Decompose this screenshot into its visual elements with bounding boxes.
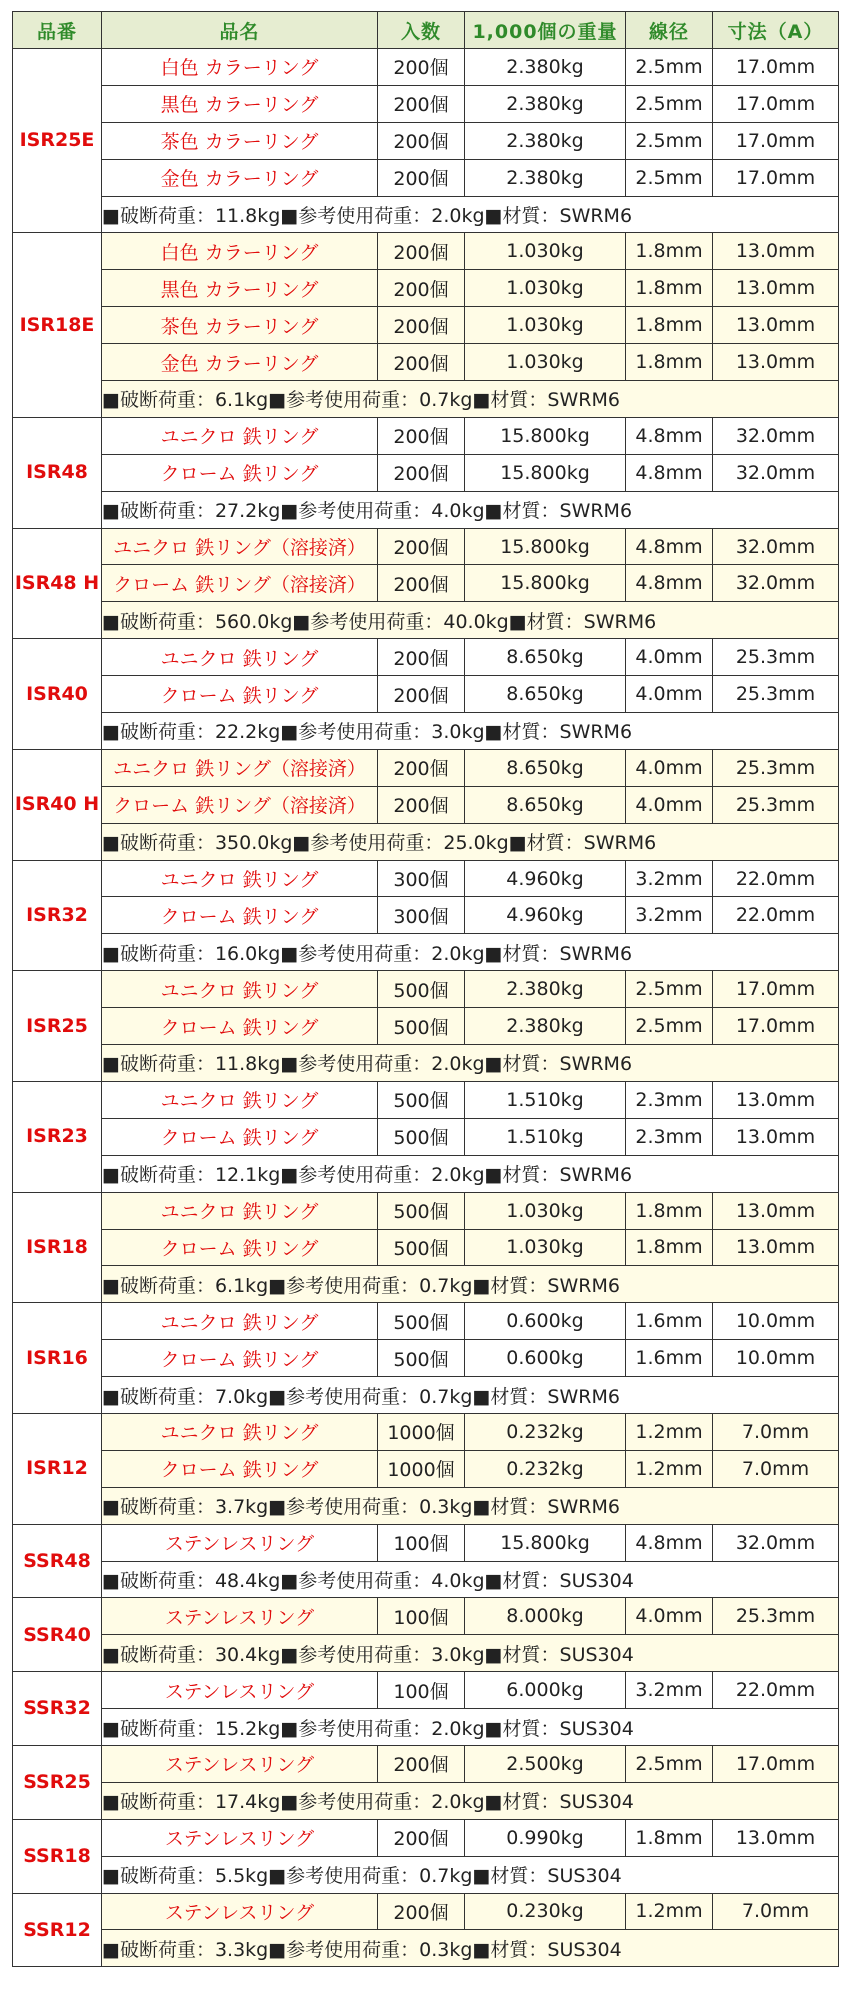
wire-diameter-cell: 1.8mm — [626, 1229, 713, 1266]
quantity-cell: 100個 — [378, 1672, 465, 1709]
table-row — [13, 1524, 839, 1561]
table-header — [13, 12, 839, 49]
weight-cell: 0.990kg — [465, 1819, 626, 1856]
dimension-cell: 22.0mm — [713, 860, 839, 897]
table-row — [13, 85, 839, 122]
wire-diameter-cell: 4.8mm — [626, 565, 713, 602]
weight-cell: 8.650kg — [465, 639, 626, 676]
wire-diameter-cell: 4.0mm — [626, 786, 713, 823]
note-row — [13, 934, 839, 971]
quantity-cell: 200個 — [378, 417, 465, 454]
quantity-cell: 100個 — [378, 1524, 465, 1561]
part-number-cell: SSR32 — [13, 1672, 102, 1746]
spec-note-cell: ■破断荷重：17.4kg■参考使用荷重：2.0kg■材質：SUS304 — [102, 1782, 839, 1819]
table-row — [13, 159, 839, 196]
dimension-cell: 13.0mm — [713, 270, 839, 307]
part-number-cell: SSR40 — [13, 1598, 102, 1672]
part-number-cell: ISR16 — [13, 1303, 102, 1414]
product-name-cell: 金色 カラーリング — [102, 344, 378, 381]
product-name-cell: ステンレスリング — [102, 1893, 378, 1930]
table-row — [13, 233, 839, 270]
dimension-cell: 17.0mm — [713, 159, 839, 196]
wire-diameter-cell: 1.8mm — [626, 1192, 713, 1229]
wire-diameter-cell: 4.0mm — [626, 676, 713, 713]
product-name-cell: 白色 カラーリング — [102, 49, 378, 86]
dimension-cell: 17.0mm — [713, 971, 839, 1008]
wire-diameter-cell: 3.2mm — [626, 1672, 713, 1709]
spec-table-container — [12, 11, 839, 1967]
product-name-cell: ステンレスリング — [102, 1819, 378, 1856]
quantity-cell: 500個 — [378, 1340, 465, 1377]
weight-cell: 6.000kg — [465, 1672, 626, 1709]
product-name-cell: クローム 鉄リング — [102, 676, 378, 713]
table-row — [13, 1819, 839, 1856]
product-name-cell: ユニクロ 鉄リング（溶接済） — [102, 749, 378, 786]
table-body — [13, 49, 839, 1967]
quantity-cell: 500個 — [378, 1303, 465, 1340]
dimension-cell: 25.3mm — [713, 786, 839, 823]
weight-cell: 1.510kg — [465, 1118, 626, 1155]
dimension-cell: 17.0mm — [713, 85, 839, 122]
spec-note-cell: ■破断荷重：27.2kg■参考使用荷重：4.0kg■材質：SWRM6 — [102, 491, 839, 528]
quantity-cell: 200個 — [378, 85, 465, 122]
weight-cell: 2.380kg — [465, 159, 626, 196]
note-row — [13, 196, 839, 233]
dimension-cell: 13.0mm — [713, 1081, 839, 1118]
spec-note-cell: ■破断荷重：5.5kg■参考使用荷重：0.7kg■材質：SUS304 — [102, 1856, 839, 1893]
header-quantity: 入数 — [378, 12, 465, 49]
wire-diameter-cell: 2.5mm — [626, 122, 713, 159]
weight-cell: 0.600kg — [465, 1303, 626, 1340]
dimension-cell: 13.0mm — [713, 1192, 839, 1229]
note-row — [13, 1782, 839, 1819]
weight-cell: 8.650kg — [465, 749, 626, 786]
quantity-cell: 200個 — [378, 307, 465, 344]
quantity-cell: 1000個 — [378, 1413, 465, 1450]
wire-diameter-cell: 3.2mm — [626, 897, 713, 934]
quantity-cell: 200個 — [378, 1745, 465, 1782]
quantity-cell: 300個 — [378, 897, 465, 934]
quantity-cell: 200個 — [378, 270, 465, 307]
part-number-cell: ISR40 — [13, 639, 102, 750]
spec-note-cell: ■破断荷重：6.1kg■参考使用荷重：0.7kg■材質：SWRM6 — [102, 1266, 839, 1303]
spec-note-cell: ■破断荷重：3.7kg■参考使用荷重：0.3kg■材質：SWRM6 — [102, 1487, 839, 1524]
product-name-cell: ユニクロ 鉄リング — [102, 417, 378, 454]
quantity-cell: 500個 — [378, 1081, 465, 1118]
weight-cell: 2.500kg — [465, 1745, 626, 1782]
dimension-cell: 7.0mm — [713, 1450, 839, 1487]
wire-diameter-cell: 4.0mm — [626, 749, 713, 786]
weight-cell: 2.380kg — [465, 971, 626, 1008]
product-name-cell: ユニクロ 鉄リング — [102, 971, 378, 1008]
part-number-cell: SSR25 — [13, 1745, 102, 1819]
wire-diameter-cell: 1.2mm — [626, 1450, 713, 1487]
table-row — [13, 676, 839, 713]
dimension-cell: 32.0mm — [713, 1524, 839, 1561]
header-part-number: 品番 — [13, 12, 102, 49]
header-weight-per-1000: 1,000個の重量 — [465, 12, 626, 49]
product-name-cell: ステンレスリング — [102, 1672, 378, 1709]
weight-cell: 2.380kg — [465, 49, 626, 86]
spec-note-cell: ■破断荷重：22.2kg■参考使用荷重：3.0kg■材質：SWRM6 — [102, 713, 839, 750]
ring-spec-table — [12, 11, 839, 1967]
weight-cell: 15.800kg — [465, 528, 626, 565]
wire-diameter-cell: 2.5mm — [626, 159, 713, 196]
spec-note-cell: ■破断荷重：15.2kg■参考使用荷重：2.0kg■材質：SUS304 — [102, 1709, 839, 1746]
note-row — [13, 602, 839, 639]
weight-cell: 1.030kg — [465, 270, 626, 307]
table-row — [13, 639, 839, 676]
quantity-cell: 500個 — [378, 1229, 465, 1266]
wire-diameter-cell: 1.8mm — [626, 307, 713, 344]
product-name-cell: 黒色 カラーリング — [102, 85, 378, 122]
dimension-cell: 32.0mm — [713, 417, 839, 454]
table-row — [13, 749, 839, 786]
weight-cell: 2.380kg — [465, 122, 626, 159]
table-row — [13, 1229, 839, 1266]
dimension-cell: 22.0mm — [713, 897, 839, 934]
dimension-cell: 13.0mm — [713, 307, 839, 344]
weight-cell: 1.030kg — [465, 1192, 626, 1229]
note-row — [13, 1856, 839, 1893]
weight-cell: 8.650kg — [465, 786, 626, 823]
part-number-cell: ISR48 — [13, 417, 102, 528]
note-row — [13, 1487, 839, 1524]
quantity-cell: 200個 — [378, 122, 465, 159]
spec-note-cell: ■破断荷重：16.0kg■参考使用荷重：2.0kg■材質：SWRM6 — [102, 934, 839, 971]
weight-cell: 0.600kg — [465, 1340, 626, 1377]
dimension-cell: 10.0mm — [713, 1340, 839, 1377]
dimension-cell: 7.0mm — [713, 1893, 839, 1930]
dimension-cell: 17.0mm — [713, 122, 839, 159]
table-row — [13, 1598, 839, 1635]
weight-cell: 8.650kg — [465, 676, 626, 713]
table-row — [13, 1303, 839, 1340]
product-name-cell: クローム 鉄リング — [102, 454, 378, 491]
weight-cell: 2.380kg — [465, 1008, 626, 1045]
product-name-cell: 茶色 カラーリング — [102, 307, 378, 344]
weight-cell: 4.960kg — [465, 860, 626, 897]
product-name-cell: クローム 鉄リング — [102, 1008, 378, 1045]
wire-diameter-cell: 4.0mm — [626, 639, 713, 676]
wire-diameter-cell: 2.5mm — [626, 49, 713, 86]
dimension-cell: 32.0mm — [713, 454, 839, 491]
table-row — [13, 786, 839, 823]
product-name-cell: クローム 鉄リング — [102, 1340, 378, 1377]
note-row — [13, 1045, 839, 1082]
wire-diameter-cell: 2.5mm — [626, 1745, 713, 1782]
note-row — [13, 1635, 839, 1672]
wire-diameter-cell: 1.6mm — [626, 1340, 713, 1377]
wire-diameter-cell: 2.3mm — [626, 1118, 713, 1155]
quantity-cell: 200個 — [378, 639, 465, 676]
product-name-cell: クローム 鉄リング — [102, 1450, 378, 1487]
product-name-cell: クローム 鉄リング（溶接済） — [102, 786, 378, 823]
dimension-cell: 25.3mm — [713, 749, 839, 786]
weight-cell: 1.030kg — [465, 344, 626, 381]
table-row — [13, 1893, 839, 1930]
product-name-cell: ユニクロ 鉄リング — [102, 1192, 378, 1229]
spec-note-cell: ■破断荷重：7.0kg■参考使用荷重：0.7kg■材質：SWRM6 — [102, 1377, 839, 1414]
wire-diameter-cell: 1.2mm — [626, 1413, 713, 1450]
table-row — [13, 49, 839, 86]
table-row — [13, 454, 839, 491]
weight-cell: 0.230kg — [465, 1893, 626, 1930]
dimension-cell: 17.0mm — [713, 1008, 839, 1045]
product-name-cell: ユニクロ 鉄リング（溶接済） — [102, 528, 378, 565]
quantity-cell: 200個 — [378, 344, 465, 381]
header-dimension: 寸法（A） — [713, 12, 839, 49]
wire-diameter-cell: 2.5mm — [626, 85, 713, 122]
dimension-cell: 13.0mm — [713, 1229, 839, 1266]
wire-diameter-cell: 2.5mm — [626, 971, 713, 1008]
quantity-cell: 100個 — [378, 1598, 465, 1635]
quantity-cell: 300個 — [378, 860, 465, 897]
table-row — [13, 1340, 839, 1377]
quantity-cell: 200個 — [378, 159, 465, 196]
wire-diameter-cell: 2.3mm — [626, 1081, 713, 1118]
dimension-cell: 17.0mm — [713, 1745, 839, 1782]
product-name-cell: ステンレスリング — [102, 1524, 378, 1561]
product-name-cell: ステンレスリング — [102, 1745, 378, 1782]
table-row — [13, 971, 839, 1008]
quantity-cell: 200個 — [378, 233, 465, 270]
spec-note-cell: ■破断荷重：350.0kg■参考使用荷重：25.0kg■材質：SWRM6 — [102, 823, 839, 860]
weight-cell: 0.232kg — [465, 1450, 626, 1487]
part-number-cell: ISR25 — [13, 971, 102, 1082]
quantity-cell: 200個 — [378, 49, 465, 86]
weight-cell: 1.030kg — [465, 233, 626, 270]
spec-note-cell: ■破断荷重：6.1kg■参考使用荷重：0.7kg■材質：SWRM6 — [102, 381, 839, 418]
table-row — [13, 860, 839, 897]
part-number-cell: ISR18E — [13, 233, 102, 417]
weight-cell: 8.000kg — [465, 1598, 626, 1635]
header-row — [13, 12, 839, 49]
quantity-cell: 1000個 — [378, 1450, 465, 1487]
product-name-cell: ユニクロ 鉄リング — [102, 1303, 378, 1340]
quantity-cell: 200個 — [378, 1819, 465, 1856]
header-product-name: 品名 — [102, 12, 378, 49]
part-number-cell: SSR12 — [13, 1893, 102, 1967]
table-row — [13, 270, 839, 307]
dimension-cell: 10.0mm — [713, 1303, 839, 1340]
product-name-cell: ステンレスリング — [102, 1598, 378, 1635]
table-row — [13, 307, 839, 344]
wire-diameter-cell: 2.5mm — [626, 1008, 713, 1045]
part-number-cell: ISR25E — [13, 49, 102, 233]
product-name-cell: クローム 鉄リング — [102, 897, 378, 934]
weight-cell: 15.800kg — [465, 565, 626, 602]
wire-diameter-cell: 1.8mm — [626, 270, 713, 307]
wire-diameter-cell: 3.2mm — [626, 860, 713, 897]
table-row — [13, 1081, 839, 1118]
table-row — [13, 1672, 839, 1709]
table-row — [13, 897, 839, 934]
note-row — [13, 1561, 839, 1598]
product-name-cell: 茶色 カラーリング — [102, 122, 378, 159]
product-name-cell: ユニクロ 鉄リング — [102, 1413, 378, 1450]
product-name-cell: クローム 鉄リング — [102, 1118, 378, 1155]
part-number-cell: ISR23 — [13, 1081, 102, 1192]
wire-diameter-cell: 1.8mm — [626, 1819, 713, 1856]
dimension-cell: 13.0mm — [713, 344, 839, 381]
quantity-cell: 200個 — [378, 454, 465, 491]
note-row — [13, 1930, 839, 1967]
table-row — [13, 1118, 839, 1155]
table-row — [13, 1745, 839, 1782]
part-number-cell: ISR48 H — [13, 528, 102, 639]
wire-diameter-cell: 1.6mm — [626, 1303, 713, 1340]
part-number-cell: ISR12 — [13, 1413, 102, 1524]
note-row — [13, 1709, 839, 1746]
note-row — [13, 1266, 839, 1303]
weight-cell: 4.960kg — [465, 897, 626, 934]
wire-diameter-cell: 1.2mm — [626, 1893, 713, 1930]
product-name-cell: 黒色 カラーリング — [102, 270, 378, 307]
spec-note-cell: ■破断荷重：12.1kg■参考使用荷重：2.0kg■材質：SWRM6 — [102, 1155, 839, 1192]
table-row — [13, 1192, 839, 1229]
dimension-cell: 13.0mm — [713, 233, 839, 270]
product-name-cell: クローム 鉄リング — [102, 1229, 378, 1266]
wire-diameter-cell: 4.8mm — [626, 1524, 713, 1561]
table-row — [13, 417, 839, 454]
note-row — [13, 491, 839, 528]
quantity-cell: 500個 — [378, 1118, 465, 1155]
header-wire-diameter: 線径 — [626, 12, 713, 49]
quantity-cell: 200個 — [378, 528, 465, 565]
product-name-cell: クローム 鉄リング（溶接済） — [102, 565, 378, 602]
part-number-cell: SSR48 — [13, 1524, 102, 1598]
note-row — [13, 713, 839, 750]
table-row — [13, 1450, 839, 1487]
spec-note-cell: ■破断荷重：30.4kg■参考使用荷重：3.0kg■材質：SUS304 — [102, 1635, 839, 1672]
table-row — [13, 528, 839, 565]
wire-diameter-cell: 1.8mm — [626, 344, 713, 381]
quantity-cell: 500個 — [378, 1008, 465, 1045]
spec-note-cell: ■破断荷重：48.4kg■参考使用荷重：4.0kg■材質：SUS304 — [102, 1561, 839, 1598]
weight-cell: 15.800kg — [465, 454, 626, 491]
weight-cell: 1.030kg — [465, 307, 626, 344]
wire-diameter-cell: 1.8mm — [626, 233, 713, 270]
dimension-cell: 25.3mm — [713, 676, 839, 713]
weight-cell: 1.510kg — [465, 1081, 626, 1118]
table-row — [13, 344, 839, 381]
quantity-cell: 200個 — [378, 676, 465, 713]
quantity-cell: 200個 — [378, 786, 465, 823]
product-name-cell: ユニクロ 鉄リング — [102, 639, 378, 676]
note-row — [13, 1155, 839, 1192]
part-number-cell: ISR40 H — [13, 749, 102, 860]
product-name-cell: ユニクロ 鉄リング — [102, 1081, 378, 1118]
part-number-cell: ISR18 — [13, 1192, 102, 1303]
table-row — [13, 122, 839, 159]
quantity-cell: 500個 — [378, 1192, 465, 1229]
spec-note-cell: ■破断荷重：560.0kg■参考使用荷重：40.0kg■材質：SWRM6 — [102, 602, 839, 639]
weight-cell: 1.030kg — [465, 1229, 626, 1266]
wire-diameter-cell: 4.8mm — [626, 454, 713, 491]
dimension-cell: 25.3mm — [713, 639, 839, 676]
dimension-cell: 32.0mm — [713, 528, 839, 565]
dimension-cell: 13.0mm — [713, 1118, 839, 1155]
quantity-cell: 200個 — [378, 1893, 465, 1930]
dimension-cell: 22.0mm — [713, 1672, 839, 1709]
quantity-cell: 500個 — [378, 971, 465, 1008]
dimension-cell: 32.0mm — [713, 565, 839, 602]
dimension-cell: 17.0mm — [713, 49, 839, 86]
wire-diameter-cell: 4.0mm — [626, 1598, 713, 1635]
spec-note-cell: ■破断荷重：11.8kg■参考使用荷重：2.0kg■材質：SWRM6 — [102, 196, 839, 233]
table-row — [13, 1008, 839, 1045]
weight-cell: 15.800kg — [465, 417, 626, 454]
part-number-cell: SSR18 — [13, 1819, 102, 1893]
weight-cell: 15.800kg — [465, 1524, 626, 1561]
product-name-cell: 白色 カラーリング — [102, 233, 378, 270]
dimension-cell: 13.0mm — [713, 1819, 839, 1856]
note-row — [13, 381, 839, 418]
wire-diameter-cell: 4.8mm — [626, 417, 713, 454]
dimension-cell: 7.0mm — [713, 1413, 839, 1450]
weight-cell: 2.380kg — [465, 85, 626, 122]
part-number-cell: ISR32 — [13, 860, 102, 971]
wire-diameter-cell: 4.8mm — [626, 528, 713, 565]
quantity-cell: 200個 — [378, 749, 465, 786]
spec-note-cell: ■破断荷重：3.3kg■参考使用荷重：0.3kg■材質：SUS304 — [102, 1930, 839, 1967]
product-name-cell: 金色 カラーリング — [102, 159, 378, 196]
table-row — [13, 1413, 839, 1450]
dimension-cell: 25.3mm — [713, 1598, 839, 1635]
weight-cell: 0.232kg — [465, 1413, 626, 1450]
note-row — [13, 1377, 839, 1414]
quantity-cell: 200個 — [378, 565, 465, 602]
spec-note-cell: ■破断荷重：11.8kg■参考使用荷重：2.0kg■材質：SWRM6 — [102, 1045, 839, 1082]
note-row — [13, 823, 839, 860]
table-row — [13, 565, 839, 602]
product-name-cell: ユニクロ 鉄リング — [102, 860, 378, 897]
